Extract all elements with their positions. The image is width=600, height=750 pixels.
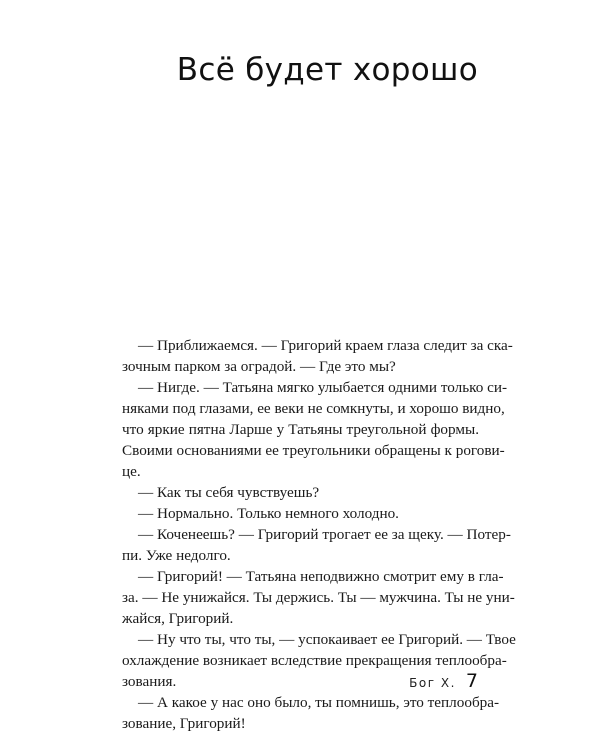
text-line: за. — Не унижайся. Ты держись. Ты — мужчина. Ты не уни- xyxy=(122,589,515,606)
text-line: жайся, Григорий. xyxy=(122,610,234,627)
text-line: — Григорий! — Татьяна неподвижно смотрит ему в гла- xyxy=(138,568,504,585)
text-line: — А какое у нас оно было, ты помнишь, это теплообра- xyxy=(138,694,500,711)
text-line: пи. Уже недолго. xyxy=(122,547,231,564)
text-line: няками под глазами, ее веки не сомкнуты, и хорошо видно, xyxy=(122,400,505,417)
text-line: — Приближаемся. — Григорий краем глаза следит за ска- xyxy=(138,337,513,354)
text-line: це. xyxy=(122,463,141,480)
page-footer xyxy=(409,670,478,692)
chapter-title: Всё будет хорошо xyxy=(176,52,478,88)
text-line: зования. xyxy=(122,673,177,690)
text-line: — Нормально. Только немного холодно. xyxy=(138,505,399,522)
text-line: Своими основаниями ее треугольники обращены к рогови- xyxy=(122,442,505,459)
text-line: — Нигде. — Татьяна мягко улыбается одними только си- xyxy=(138,379,508,396)
text-line: — Ну что ты, что ты, — успокаивает ее Григорий. — Твое xyxy=(138,631,516,648)
text-line: зочным парком за оградой. — Где это мы? xyxy=(122,358,396,375)
text-line: — Как ты себя чувствуешь? xyxy=(138,484,320,501)
text-line: что яркие пятна Ларше у Татьяны треугольной формы. xyxy=(122,421,479,438)
running-title: Бог Х. xyxy=(409,676,456,690)
text-line: зование, Григорий! xyxy=(122,715,246,732)
page-number: 7 xyxy=(465,670,478,692)
text-line: — Коченеешь? — Григорий трогает ее за щеку. — Потер- xyxy=(138,526,511,543)
text-line: охлаждение возникает вследствие прекращения теплообра- xyxy=(122,652,507,669)
